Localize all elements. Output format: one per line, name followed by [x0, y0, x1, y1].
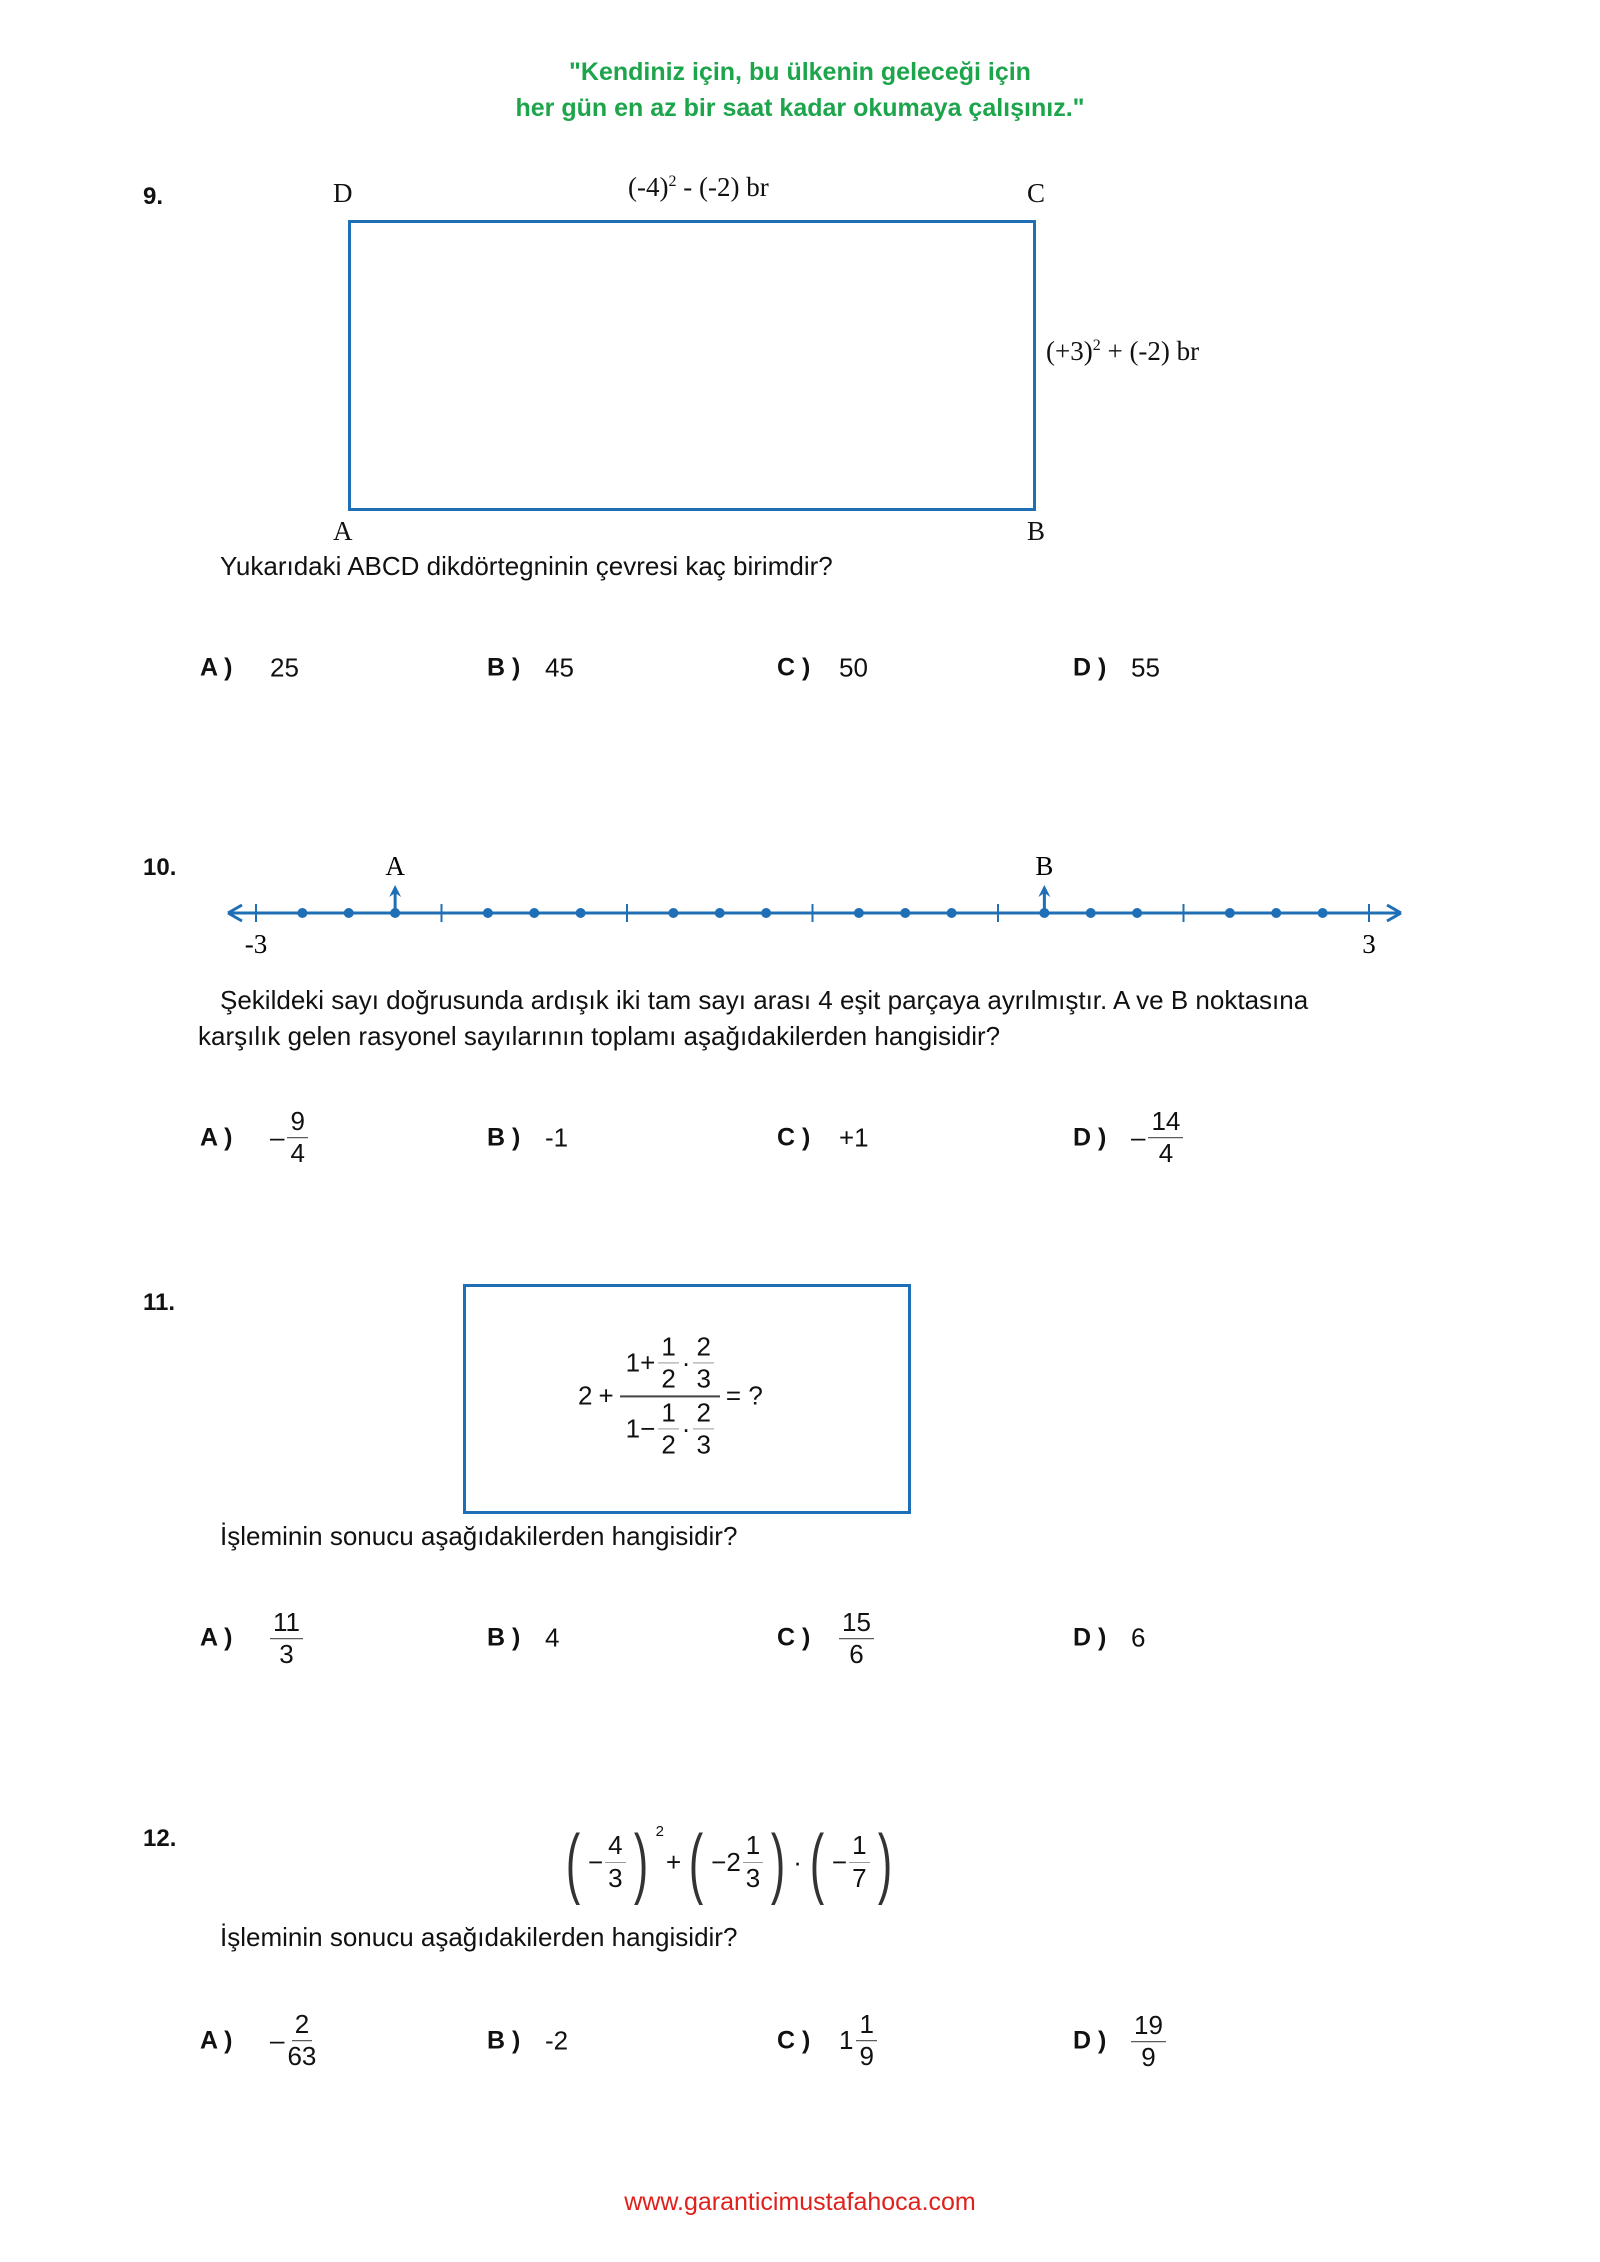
vertex-d: D	[333, 178, 353, 208]
division-dot	[576, 908, 586, 918]
complex-fraction	[620, 1333, 720, 1458]
numerator: 19	[1131, 2012, 1166, 2042]
option-a-value[interactable]	[270, 1108, 308, 1168]
division-dot	[900, 908, 910, 918]
option-c-value[interactable]	[839, 2011, 877, 2071]
option-c-label[interactable]: C )	[777, 653, 811, 682]
denominator: 3	[696, 1429, 711, 1460]
left-paren: (	[809, 1818, 825, 1906]
fraction-value	[839, 2011, 877, 2071]
dot: ·	[793, 1846, 802, 1877]
right-paren: )	[877, 1818, 892, 1906]
left-paren: (	[689, 1818, 704, 1906]
question-9-number: 9.	[143, 183, 164, 210]
option-c-value[interactable]: 50	[839, 652, 868, 683]
numerator: 1	[658, 1399, 678, 1429]
numerator: 1	[743, 1832, 763, 1862]
denominator: 2	[661, 1429, 676, 1460]
option-d-value[interactable]	[1131, 1108, 1183, 1168]
fraction	[605, 1832, 625, 1892]
minus: −	[831, 1846, 848, 1877]
option-c-label[interactable]: C )	[777, 2026, 811, 2055]
left-paren: (	[565, 1818, 581, 1906]
option-d-value[interactable]: 55	[1131, 652, 1160, 683]
question-9-text: Yukarıdaki ABCD dikdörtegninin çevresi kaç birimdir?	[220, 551, 833, 581]
denominator: 63	[287, 2041, 317, 2072]
denominator: 2	[661, 1363, 676, 1394]
option-c-label[interactable]: C )	[777, 1623, 811, 1652]
fraction	[658, 1333, 678, 1393]
footer-url[interactable]: www.garanticimustafahoca.com	[624, 2188, 976, 2216]
denominator: 9	[1141, 2042, 1156, 2073]
dot: ·	[681, 1347, 691, 1378]
point-label-a: A	[385, 851, 405, 881]
division-dot	[1271, 908, 1281, 918]
division-dot	[1132, 908, 1142, 918]
numerator: 11	[270, 1609, 303, 1639]
division-dot	[854, 908, 864, 918]
division-dot	[715, 908, 725, 918]
point-label-b: B	[1035, 851, 1054, 881]
numerator: 2	[693, 1333, 713, 1363]
question-12-text: İşleminin sonucu aşağıdakilerden hangisidir?	[220, 1922, 738, 1952]
plus: +	[665, 1846, 682, 1877]
minus-sign: –	[270, 1122, 285, 1153]
fraction	[856, 2011, 876, 2071]
fraction	[743, 1832, 763, 1892]
division-dot	[1225, 908, 1235, 918]
division-dot	[1086, 908, 1096, 918]
denominator: 3	[696, 1363, 711, 1394]
option-b-label[interactable]: B )	[487, 1623, 521, 1652]
dot: ·	[681, 1413, 691, 1444]
fraction	[693, 1333, 713, 1393]
numerator: 1	[849, 1832, 869, 1862]
question-12-number: 12.	[143, 1825, 177, 1852]
exponent: 2	[655, 1823, 664, 1840]
rectangle-abcd	[348, 220, 1036, 511]
whole-part: 1	[839, 2025, 854, 2056]
option-a-label[interactable]: A )	[200, 2026, 233, 2055]
option-c-label[interactable]: C )	[777, 1123, 811, 1152]
vertex-c: C	[1027, 178, 1046, 208]
right-paren: )	[633, 1818, 648, 1906]
vertex-b: B	[1027, 516, 1046, 546]
fraction	[287, 2011, 316, 2071]
minus-sign: –	[270, 2025, 285, 2056]
option-b-value[interactable]: -1	[545, 1122, 569, 1153]
numerator: 2	[292, 2011, 312, 2041]
option-b-label[interactable]: B )	[487, 1123, 521, 1152]
number-line	[0, 840, 1600, 970]
fraction	[658, 1399, 678, 1459]
question-10-line-2: karşılık gelen rasyonel sayılarının toplamı aşağıdakilerden hangisidir?	[198, 1021, 1001, 1051]
denominator: 4	[1158, 1138, 1174, 1169]
denominator: 7	[852, 1862, 867, 1893]
option-b-value[interactable]: 45	[545, 652, 574, 683]
option-c-value[interactable]	[839, 1607, 874, 1669]
fraction	[270, 1609, 303, 1669]
exponent: 2	[1092, 337, 1101, 354]
option-d-label[interactable]: D )	[1073, 2026, 1107, 2055]
question-12-expression	[560, 1818, 898, 1906]
numerator: 14	[1148, 1108, 1183, 1138]
rest: - (-2) br	[676, 172, 769, 202]
division-dot	[529, 908, 539, 918]
option-a-label[interactable]: A )	[200, 653, 233, 682]
motto-line-1: "Kendiniz için, bu ülkenin geleceği için	[569, 58, 1031, 86]
numerator: 9	[287, 1108, 307, 1138]
option-d-value[interactable]: 6	[1131, 1622, 1146, 1653]
option-b-value[interactable]: 4	[545, 1622, 560, 1653]
minus-sign: –	[1131, 1122, 1146, 1153]
option-d-label[interactable]: D )	[1073, 653, 1107, 682]
numerator: 1	[856, 2011, 876, 2041]
fraction	[287, 1108, 307, 1168]
denominator: 6	[849, 1639, 864, 1670]
denominator: 4	[290, 1138, 305, 1169]
rest: + (-2) br	[1100, 336, 1200, 366]
option-a-value[interactable]: 25	[270, 652, 299, 683]
one-plus: 1+	[625, 1347, 656, 1378]
option-a-label[interactable]: A )	[200, 1123, 233, 1152]
option-b-label[interactable]: B )	[487, 2026, 521, 2055]
division-dot	[297, 908, 307, 918]
fraction-value	[270, 1108, 308, 1168]
denominator: 3	[279, 1639, 294, 1670]
division-dot	[668, 908, 678, 918]
option-a-value[interactable]	[270, 2011, 316, 2071]
right-side-length	[1046, 336, 1199, 367]
numerator: 4	[605, 1832, 625, 1862]
complex-numerator	[620, 1333, 720, 1397]
question-11-expression	[578, 1333, 763, 1458]
right-paren: )	[771, 1818, 786, 1906]
vertex-a: A	[333, 516, 353, 546]
option-d-label[interactable]: D )	[1073, 1123, 1107, 1152]
minus: −	[587, 1846, 604, 1877]
division-dot	[483, 908, 493, 918]
numerator: 2	[693, 1399, 713, 1429]
fraction-value	[1131, 1108, 1183, 1168]
division-dot	[1318, 908, 1328, 918]
equals-question: = ?	[725, 1380, 763, 1411]
division-dot	[761, 908, 771, 918]
numerator: 15	[839, 1609, 874, 1639]
option-c-value[interactable]: +1	[839, 1122, 869, 1153]
denominator: 3	[745, 1862, 761, 1893]
option-d-label[interactable]: D )	[1073, 1623, 1107, 1652]
division-dot	[344, 908, 354, 918]
fraction-value	[270, 2011, 316, 2071]
denominator: 9	[859, 2041, 874, 2072]
fraction	[839, 1609, 874, 1669]
fraction-value	[839, 1609, 874, 1669]
complex-denominator	[626, 1397, 714, 1459]
option-a-label[interactable]: A )	[200, 1623, 233, 1652]
expr-plus: +	[598, 1380, 614, 1411]
option-b-label[interactable]: B )	[487, 653, 521, 682]
whole-part: −2	[711, 1846, 741, 1877]
question-11-text: İşleminin sonucu aşağıdakilerden hangisidir?	[220, 1521, 738, 1551]
exponent: 2	[668, 173, 677, 190]
fraction-value	[270, 1609, 303, 1669]
fraction	[693, 1399, 713, 1459]
top-side-length	[628, 172, 769, 203]
question-10-number: 10.	[143, 854, 177, 881]
expr-two: 2	[578, 1380, 593, 1411]
base: (+3)	[1046, 336, 1093, 366]
fraction-value	[1131, 2012, 1166, 2072]
min-label: -3	[244, 929, 268, 959]
question-10-line-1: Şekildeki sayı doğrusunda ardışık iki tam sayı arası 4 eşit parçaya ayrılmıştır. A ve B noktasına	[220, 985, 1309, 1015]
base: (-4)	[628, 172, 669, 202]
numerator: 1	[658, 1333, 678, 1363]
fraction	[849, 1832, 869, 1892]
fraction	[1148, 1108, 1183, 1168]
one-minus: 1−	[625, 1413, 656, 1444]
fraction	[1131, 2012, 1166, 2072]
option-b-value[interactable]: -2	[545, 2025, 569, 2056]
motto-line-2: her gün en az bir saat kadar okumaya çalışınız."	[515, 94, 1085, 122]
question-11-number: 11.	[143, 1289, 176, 1316]
option-d-value[interactable]	[1131, 2010, 1166, 2072]
max-label: 3	[1362, 929, 1376, 959]
option-a-value[interactable]	[270, 1607, 303, 1669]
denominator: 3	[608, 1862, 623, 1893]
division-dot	[947, 908, 957, 918]
